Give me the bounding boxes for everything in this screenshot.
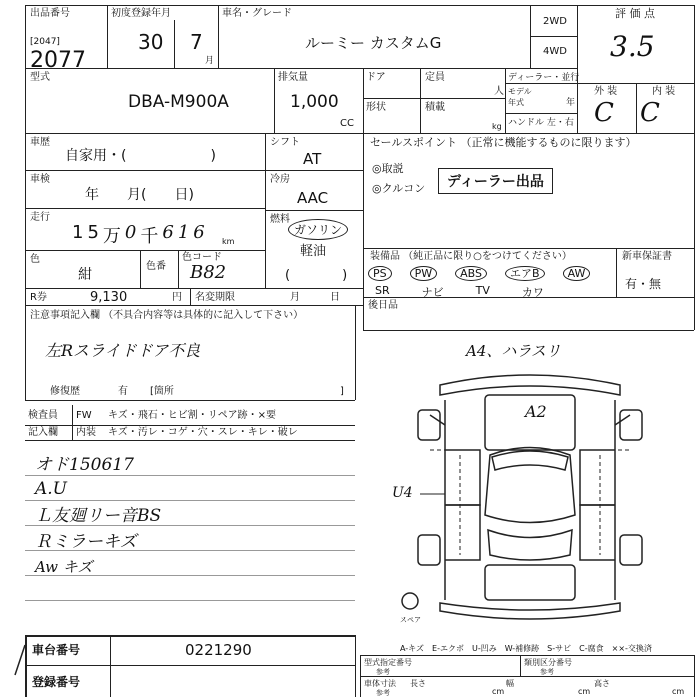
handwritten-noise: Ｌ友廻リー音BS <box>35 506 162 526</box>
handle-label: ハンドル 左・右 <box>508 118 574 128</box>
lot-small: [2047] <box>30 37 60 47</box>
equip-pw: PW <box>410 266 438 281</box>
displacement-label: 排気量 <box>278 72 308 83</box>
fw-label: FW <box>76 410 92 421</box>
equip-aw: AW <box>563 266 591 281</box>
mileage-unit-sen: 千 <box>140 226 159 247</box>
height-label: 高さ <box>594 679 610 688</box>
shift-value: AT <box>303 150 322 168</box>
car-diagram <box>370 355 690 635</box>
diagram-top-note: A4、ハラスリ <box>466 342 561 360</box>
equip-tv: TV <box>475 284 490 297</box>
interior-items: キズ・汚レ・コゲ・穴・スレ・キレ・破レ <box>108 427 298 438</box>
score-value: 3.5 <box>610 30 655 63</box>
sales-manual: ◎取説 <box>372 162 404 175</box>
shape-label: 形状 <box>366 102 386 113</box>
interior-label: 内装 <box>76 427 96 438</box>
displacement-value: 1,000 <box>290 92 339 112</box>
color-value: 紺 <box>78 267 92 283</box>
person-unit: 人 <box>494 86 504 97</box>
load-label: 積載 <box>425 102 445 113</box>
size-label: 車体寸法 <box>364 679 396 688</box>
repair-value: 有 <box>118 386 128 397</box>
ext-label: 外 装 <box>594 86 618 97</box>
handwritten-odo: オド150617 <box>35 455 134 475</box>
damage-legend: A-キズ E-エクボ U-凹み W-補修跡 S-サビ C-腐食 ××-交換済 <box>400 644 652 653</box>
notes-title: 注意事項記入欄 （不具合内容等は具体的に記入して下さい） <box>30 310 304 321</box>
aftermarket-label: 後日品 <box>368 300 398 311</box>
chassis-label: 車台番号 <box>32 643 81 657</box>
mileage-digit: 5 <box>87 222 99 243</box>
mileage-digit: 0 <box>124 222 137 243</box>
color-code: B82 <box>190 262 227 283</box>
repair-place: [箇所 <box>150 386 174 397</box>
handwritten-mirror: Ｒミラーキズ <box>35 532 137 552</box>
warranty-value: 有・無 <box>625 277 662 291</box>
cc-unit: CC <box>340 118 354 129</box>
fuel-diesel: 軽油 <box>300 244 327 259</box>
handwritten-au: A.U <box>35 479 68 499</box>
margin-mark <box>10 640 30 680</box>
expiry-value: 月 日 <box>290 292 340 303</box>
inspector-label: 検査員 <box>28 410 58 421</box>
chassis-number: 0221290 <box>185 641 252 659</box>
width-unit: cm <box>578 687 591 696</box>
model-year-label: モデル <box>508 87 532 96</box>
repair-label: 修復歴 <box>50 386 80 397</box>
kg-unit: kg <box>492 122 502 131</box>
mileage-digit: 6 <box>193 222 205 243</box>
int-grade: C <box>640 98 660 128</box>
notes-entry-label: 記入欄 <box>28 427 58 438</box>
model-year-label2: 年式 <box>508 98 524 107</box>
inspect-label: 車検 <box>30 174 50 185</box>
model-label: 型式 <box>30 72 50 83</box>
diagram-mark-a2: A2 <box>525 402 547 421</box>
type-ref: 参考 <box>376 668 390 676</box>
expiry-label: 名変期限 <box>195 292 235 303</box>
equip-sr: SR <box>375 284 390 297</box>
dealer-badge: ディーラー出品 <box>438 168 553 194</box>
equip-airbag: エアB <box>505 266 545 281</box>
equipment-title: 装備品 （純正品に限り○をつけてください） <box>370 251 572 262</box>
warranty-label: 新車保証書 <box>622 251 672 262</box>
equipment-row2 <box>375 284 544 300</box>
drive-4wd: 4WD <box>543 46 567 57</box>
length-label: 長さ <box>410 679 426 688</box>
mileage-digits <box>72 222 205 248</box>
drive-2wd: 2WD <box>543 16 567 27</box>
width-label: 幅 <box>506 679 514 688</box>
mileage-label: 走行 <box>30 212 50 223</box>
reg-year: 30 <box>138 30 164 54</box>
color-label: 色 <box>30 254 40 265</box>
border-left-upper <box>25 5 26 305</box>
dealer-label: ディーラー・並行 <box>508 73 580 83</box>
repair-bracket: ] <box>340 386 344 397</box>
equip-leather: カワ <box>521 286 544 299</box>
mileage-unit-man: 万 <box>102 226 121 247</box>
color-number-label: 色番 <box>146 261 166 272</box>
sales-cruise: ◎クルコン <box>372 182 426 195</box>
fuel-paren: ( ) <box>285 268 348 283</box>
capacity-label: 定員 <box>425 72 445 83</box>
ext-grade: C <box>594 98 614 128</box>
diagram-spare-label: スペア <box>400 616 421 624</box>
equip-navi: ナビ <box>421 286 444 299</box>
reg-month-unit: 月 <box>205 56 215 66</box>
door-label: ドア <box>366 72 386 83</box>
height-unit: cm <box>672 687 685 696</box>
reg-label: 初度登録年月 <box>111 8 171 19</box>
category-ref: 参考 <box>540 668 554 676</box>
border-right <box>694 5 695 330</box>
km-unit: km <box>222 237 235 246</box>
lot-number: 2077 <box>30 48 86 73</box>
mileage-digit: 6 <box>162 222 174 243</box>
equip-abs: ABS <box>455 266 487 281</box>
name-label: 車名・グレード <box>222 8 292 19</box>
plate-label: 登録番号 <box>32 675 81 689</box>
yen-unit: 円 <box>172 292 182 303</box>
model-value: DBA-M900A <box>128 92 229 112</box>
inspect-value: 年 月( 日) <box>85 187 194 203</box>
mileage-digit: 1 <box>177 222 190 243</box>
diagram-mark-u4: U4 <box>392 485 413 501</box>
score-label: 評 価 点 <box>615 7 655 20</box>
handwritten-aw: Aw キズ <box>35 558 93 576</box>
mileage-digit: 1 <box>72 222 84 243</box>
recycle-value: 9,130 <box>90 290 128 305</box>
fuel-gasoline: ガソリン <box>288 219 348 240</box>
equipment-row1 <box>368 266 590 281</box>
recycle-label: R券 <box>30 292 47 303</box>
ac-label: 冷房 <box>270 174 290 185</box>
year-unit: 年 <box>566 98 576 108</box>
equip-ps: PS <box>368 266 392 281</box>
shift-label: シフト <box>270 137 300 148</box>
category-label: 類別区分番号 <box>524 658 572 667</box>
length-unit: cm <box>492 687 505 696</box>
border-top <box>25 5 695 6</box>
color-code-label: 色コード <box>182 252 222 263</box>
ac-value: AAC <box>297 189 329 207</box>
fw-items: キズ・飛石・ヒビ割・リペア跡・×要 <box>108 410 276 421</box>
fuel-label: 燃料 <box>270 214 290 225</box>
history-label: 車歴 <box>30 137 50 148</box>
type-number-label: 型式指定番号 <box>364 658 412 667</box>
history-value: 自家用・( ) <box>65 148 216 164</box>
reg-month: 7 <box>190 30 203 54</box>
note-handwritten: 左Rスライドドア不良 <box>45 341 201 360</box>
sales-title: セールスポイント （正常に機能するものに限ります） <box>370 136 637 149</box>
size-ref: 参考 <box>376 689 390 697</box>
car-name: ルーミー カスタムG <box>305 34 442 52</box>
lot-label: 出品番号 <box>30 8 70 19</box>
int-label: 内 装 <box>652 86 676 97</box>
